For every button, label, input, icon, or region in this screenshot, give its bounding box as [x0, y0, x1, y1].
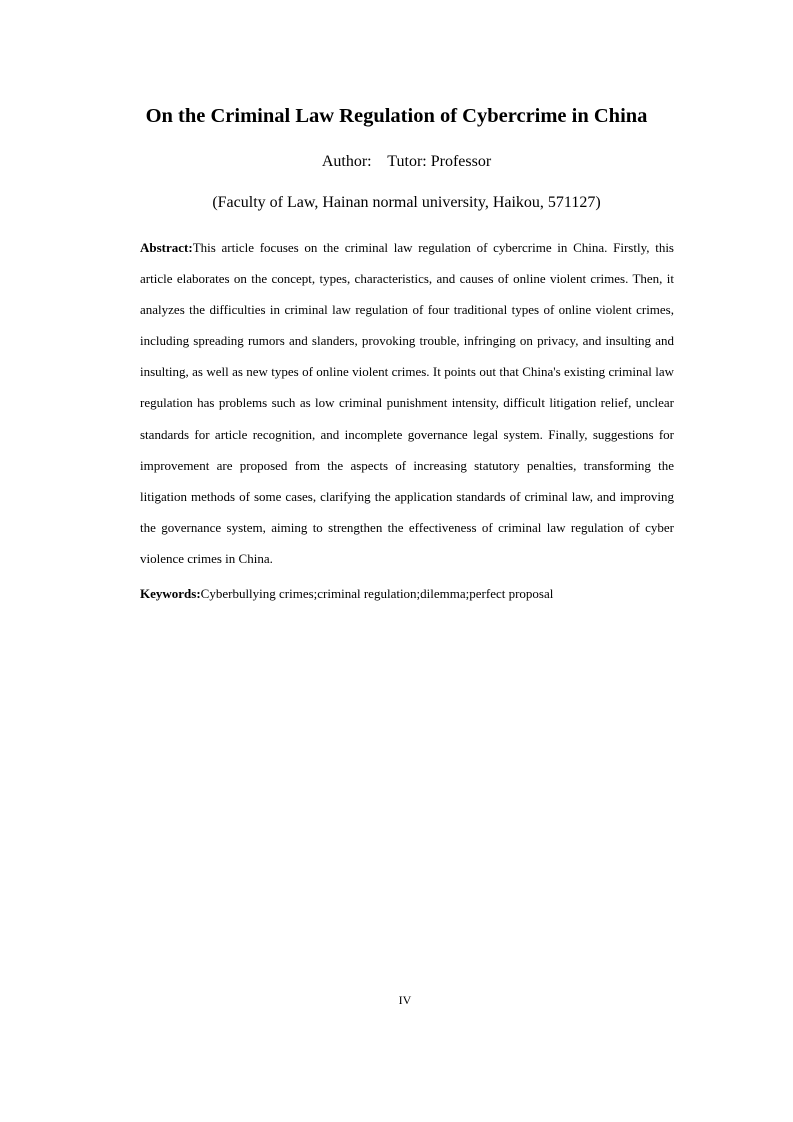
paper-title: On the Criminal Law Regulation of Cybercrime in China: [145, 105, 648, 127]
affiliation: (Faculty of Law, Hainan normal university, Haikou, 571127): [212, 194, 601, 211]
keywords-label: Keywords:: [140, 586, 201, 601]
page-number: IV: [398, 993, 412, 1007]
author-line: Author: Tutor: Professor: [321, 153, 492, 170]
abstract-paragraph: [140, 232, 674, 574]
abstract-label: Abstract:: [140, 240, 193, 255]
keywords-paragraph: [140, 583, 674, 605]
keywords-text: Cyberbullying crimes;criminal regulation;dilemma;perfect proposal: [200, 586, 554, 601]
abstract-text: This article focuses on the criminal law regulation of cybercrime in China. Firstly, this article elaborates on the concept, types, characteristics, and causes of online violent crimes. Then, it analyzes the difficulties in criminal law regulation of four traditional types of online violent crimes, including spreading rumors and slanders, provoking trouble, infringing on privacy, and insulting and insulting, as well as new types of online violent crimes. It points out that China's existing criminal law regulation has problems such as low criminal punishment intensity, difficult litigation relief, unclear standards for article recognition, and incomplete governance legal system. Finally, suggestions for improvement are proposed from the aspects of increasing statutory penalties, transforming the litigation methods of some cases, clarifying the application standards of criminal law, and improving the governance system, aiming to strengthen the effectiveness of criminal law regulation of cyber violence crimes in China.: [140, 240, 674, 566]
